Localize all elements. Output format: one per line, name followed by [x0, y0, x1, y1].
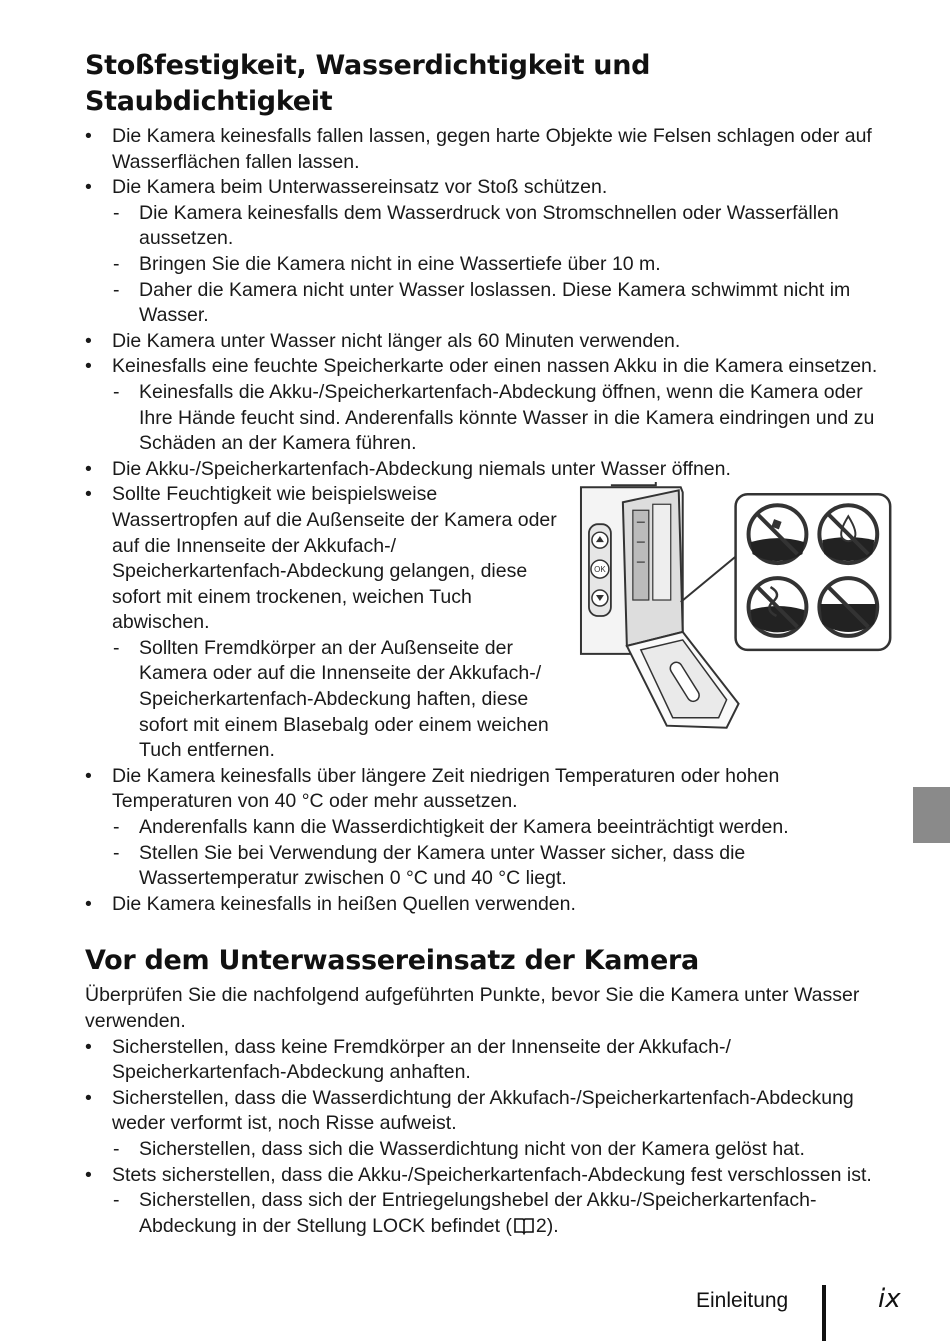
no-sand-icon [748, 506, 806, 564]
section-title-underwater-use: Vor dem Unterwassereinsatz der Kamera [85, 945, 699, 977]
no-hot-spring-icon [748, 578, 806, 636]
moisture-block [85, 482, 895, 764]
page-reference-link[interactable]: 2). [535, 1214, 559, 1237]
sub-list-item: - Sicherstellen, dass sich die Wasserdichtung nicht von der Kamera gelöst hat. [85, 1137, 895, 1163]
list-item: • Die Akku-/Speicherkartenfach-Abdeckung niemals unter Wasser öffnen. [85, 457, 895, 483]
list-item: • Die Kamera beim Unterwassereinsatz vor Stoß schützen. [85, 175, 895, 201]
list-item: • Die Kamera keinesfalls fallen lassen, gegen harte Objekte wie Felsen schlagen oder auf Wasserflächen fallen lassen. [85, 124, 895, 175]
section1-list [85, 124, 895, 917]
sub-list-item: - Sollten Fremdkörper an der Außenseite der Kamera oder auf die Innenseite der Akkufach-/ Speicherkartenfach-Abdeckung haften, diese sofort mit einem Blasebalg oder einem weichen Tuch entfernen. [85, 636, 566, 764]
sub-list-item: - Daher die Kamera nicht unter Wasser loslassen. Diese Kamera schwimmt nicht im Wasser. [85, 278, 895, 329]
page-content [85, 48, 895, 1239]
list-item: • Die Kamera keinesfalls in heißen Quellen verwenden. [85, 892, 895, 918]
list-item: • Sollte Feuchtigkeit wie beispielsweise Wassertropfen auf die Außenseite der Kamera oder auf die Innenseite der Akkufach-/ Speicherkartenfach-Abdeckung gelangen, diese sofort mit einem trockenen, weichen Tuch abwischen. [85, 482, 566, 636]
sub-list-item: - Bringen Sie die Kamera nicht in eine Wassertiefe über 10 m. [85, 252, 895, 278]
list-item: • Sicherstellen, dass die Wasserdichtung der Akkufach-/Speicherkartenfach-Abdeckung weder verformt ist, noch Risse aufweist. [85, 1086, 895, 1137]
footer-section-label: Einleitung [696, 1289, 789, 1312]
chapter-tab [913, 787, 950, 843]
sub-list-item [85, 1188, 895, 1239]
intro-paragraph: Überprüfen Sie die nachfolgend aufgeführten Punkte, bevor Sie die Kamera unter Wasser verwenden. [85, 984, 860, 1032]
sub-list-item: - Anderenfalls kann die Wasserdichtigkeit der Kamera beeinträchtigt werden. [85, 815, 895, 841]
section2-list [85, 983, 895, 1239]
page-number: ix [878, 1284, 901, 1314]
list-item: • Sicherstellen, dass keine Fremdkörper an der Innenseite der Akkufach-/ Speicherkartenfach-Abdeckung anhaften. [85, 1035, 895, 1086]
footer-divider [822, 1285, 826, 1341]
sub-list-item: - Stellen Sie bei Verwendung der Kamera unter Wasser sicher, dass die Wassertemperatur zwischen 0 °C und 40 °C liegt. [85, 841, 895, 892]
list-item: • Keinesfalls eine feuchte Speicherkarte oder einen nassen Akku in die Kamera einsetzen. [85, 354, 895, 380]
sub-list-item: - Die Kamera keinesfalls dem Wasserdruck von Stromschnellen oder Wasserfällen aussetzen. [85, 201, 895, 252]
section-title-shock-water-dust: Stoßfestigkeit, Wasserdichtigkeit und Staubdichtigkeit [85, 50, 651, 117]
list-item: • Die Kamera keinesfalls über längere Zeit niedrigen Temperaturen oder hohen Temperaturen von 40 °C oder mehr aussetzen. [85, 764, 895, 815]
lock-position-text: Sicherstellen, dass sich der Entriegelungshebel der Akku-/Speicherkartenfach-Abdeckung in der Stellung LOCK befindet ( [139, 1189, 817, 1237]
no-deep-water-icon [819, 578, 877, 636]
no-water-drop-icon [819, 506, 877, 564]
svg-text:OK: OK [593, 565, 606, 575]
book-reference-icon[interactable] [513, 1217, 535, 1235]
sub-list-item: - Keinesfalls die Akku-/Speicherkartenfach-Abdeckung öffnen, wenn die Kamera oder Ihre Hände feucht sind. Anderenfalls könnte Wasser in die Kamera eindringen und zu Schäden an der Kamera führen. [85, 380, 895, 457]
list-item: • Stets sicherstellen, dass die Akku-/Speicherkartenfach-Abdeckung fest verschlossen ist. [85, 1163, 895, 1189]
camera-cover-illustration [571, 482, 895, 732]
list-item: • Die Kamera unter Wasser nicht länger als 60 Minuten verwenden. [85, 329, 895, 355]
